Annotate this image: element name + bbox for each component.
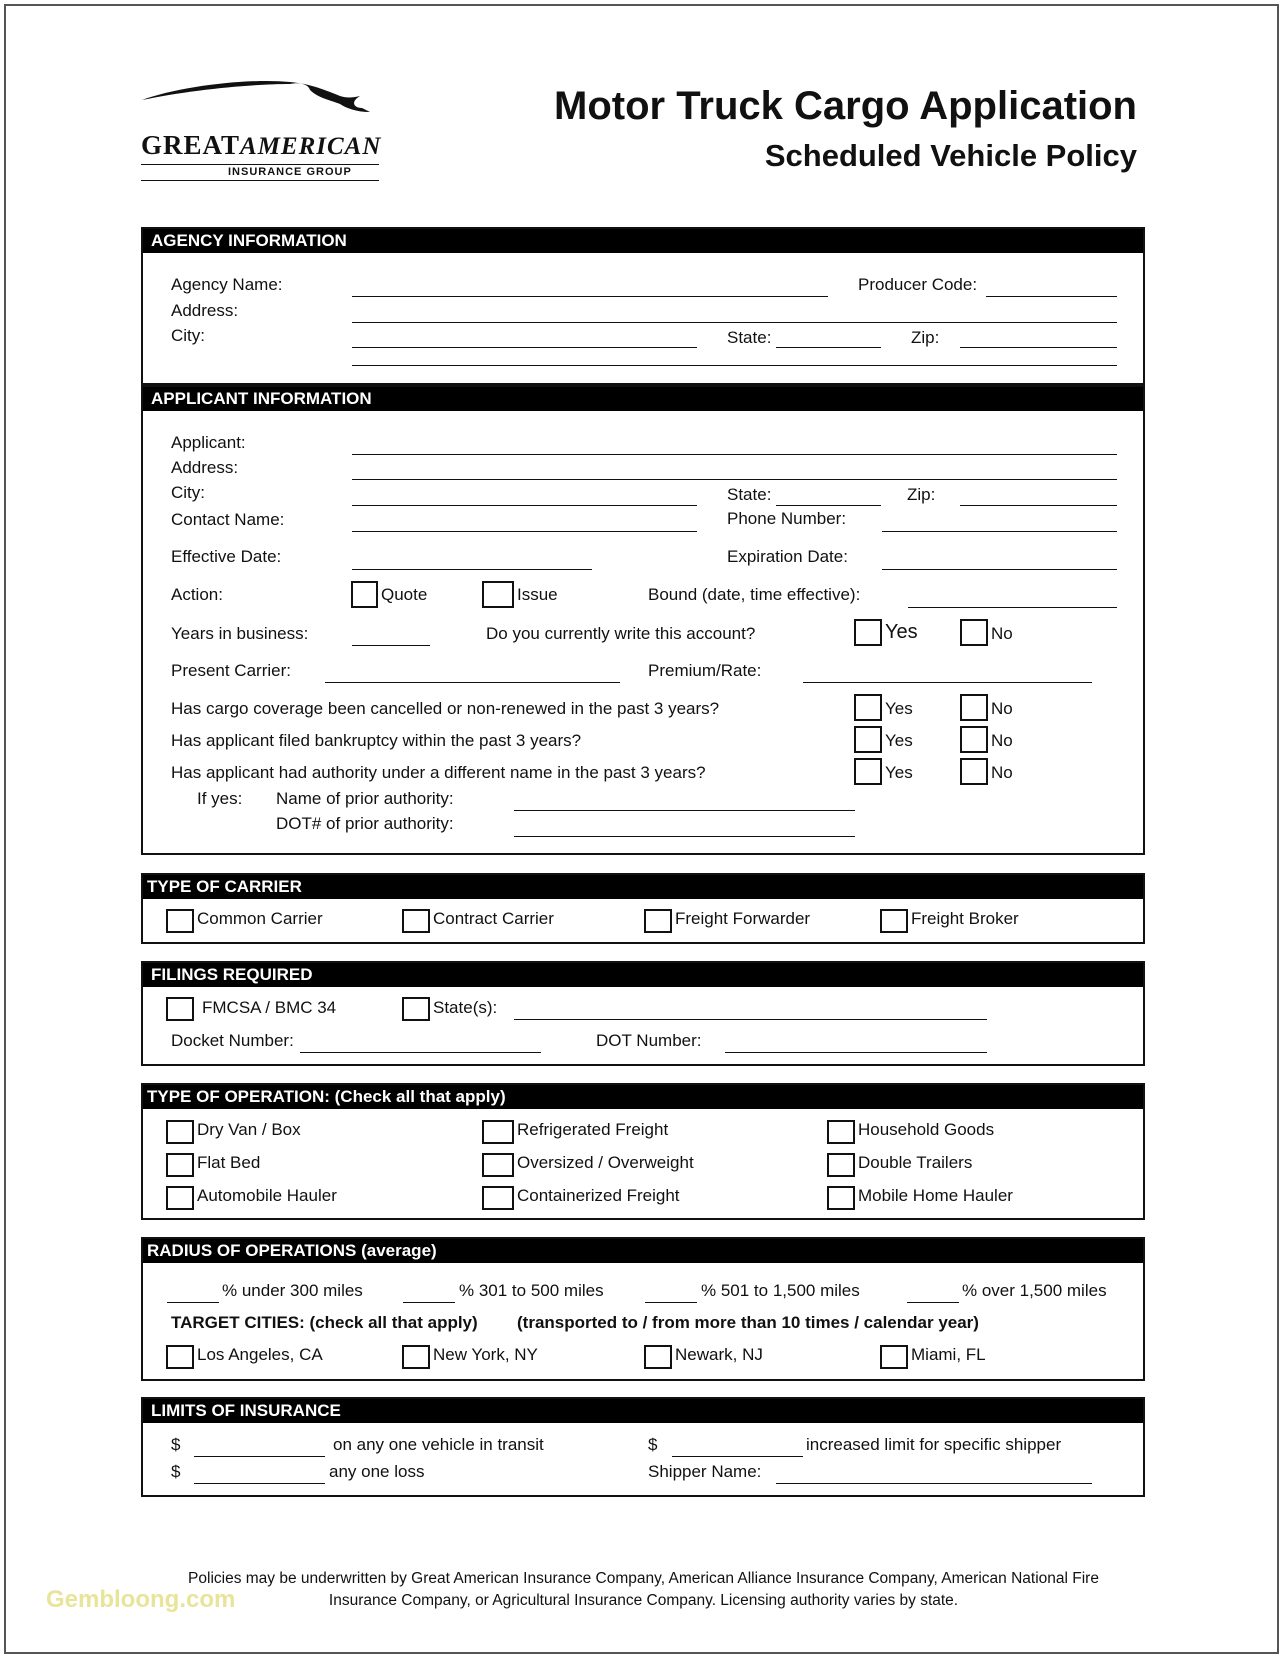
agency-heading: AGENCY INFORMATION	[143, 229, 1143, 253]
write-account-no-checkbox[interactable]	[960, 619, 988, 646]
q-bankruptcy-label: Has applicant filed bankruptcy within the past 3 years?	[171, 731, 582, 750]
applicant-city-label: City:	[171, 483, 205, 502]
agency-zip-label: Zip:	[911, 328, 940, 347]
shipper-name-label: Shipper Name:	[648, 1462, 762, 1481]
target-cities-note: (transported to / from more than 10 times / calendar year)	[517, 1313, 979, 1332]
oversized-label: Oversized / Overweight	[517, 1153, 694, 1172]
prior-dot-label: DOT# of prior authority:	[276, 814, 454, 833]
limits-heading: LIMITS OF INSURANCE	[143, 1399, 1143, 1423]
common-carrier-label: Common Carrier	[197, 909, 323, 928]
agency-name-field[interactable]	[352, 296, 828, 297]
dry-van-label: Dry Van / Box	[197, 1120, 301, 1139]
shipper-name-field[interactable]	[776, 1483, 1092, 1484]
producer-code-field[interactable]	[986, 296, 1117, 297]
present-carrier-label: Present Carrier:	[171, 661, 291, 680]
radius-under-300-field[interactable]	[167, 1302, 219, 1303]
flat-bed-checkbox[interactable]	[166, 1153, 194, 1177]
miami-checkbox[interactable]	[880, 1345, 908, 1369]
page-subtitle: Scheduled Vehicle Policy	[764, 138, 1137, 173]
radius-301-500-label: % 301 to 500 miles	[459, 1281, 604, 1300]
agency-city-label: City:	[171, 326, 205, 345]
double-trailers-label: Double Trailers	[858, 1153, 973, 1172]
q-bankruptcy-no-checkbox[interactable]	[960, 726, 988, 753]
contact-name-label: Contact Name:	[171, 510, 285, 529]
applicant-state-field[interactable]	[776, 505, 881, 506]
household-goods-label: Household Goods	[858, 1120, 995, 1139]
loss-limit-label: any one loss	[329, 1462, 425, 1481]
mobile-home-checkbox[interactable]	[827, 1186, 855, 1210]
applicant-label: Applicant:	[171, 433, 246, 452]
fmcsa-checkbox[interactable]	[166, 997, 194, 1021]
new-york-checkbox[interactable]	[402, 1345, 430, 1369]
q-authority-no-checkbox[interactable]	[960, 758, 988, 785]
carrier-heading: TYPE OF CARRIER	[143, 875, 1143, 899]
dot-number-label: DOT Number:	[596, 1031, 702, 1050]
loss-limit-field[interactable]	[194, 1483, 325, 1484]
increased-limit-label: increased limit for specific shipper	[806, 1435, 1062, 1454]
prior-dot-field[interactable]	[514, 836, 855, 837]
agency-zip-field[interactable]	[960, 347, 1117, 348]
footer-line-2: Insurance Company, or Agricultural Insurance Company. Licensing authority varies by state.	[328, 1592, 959, 1609]
increased-limit-field[interactable]	[672, 1456, 803, 1457]
phone-label: Phone Number:	[727, 509, 847, 528]
double-trailers-checkbox[interactable]	[827, 1153, 855, 1177]
write-account-no-label: No	[991, 624, 1013, 643]
applicant-city-field[interactable]	[352, 505, 697, 506]
prior-name-field[interactable]	[514, 810, 855, 811]
q-authority-yes-checkbox[interactable]	[854, 758, 882, 785]
if-yes-label: If yes:	[197, 789, 243, 808]
freight-forwarder-checkbox[interactable]	[644, 909, 672, 933]
premium-rate-label: Premium/Rate:	[648, 661, 762, 680]
docket-label: Docket Number:	[171, 1031, 294, 1050]
freight-broker-label: Freight Broker	[911, 909, 1019, 928]
quote-checkbox[interactable]	[351, 581, 378, 608]
agency-address-field[interactable]	[352, 322, 1117, 323]
applicant-field[interactable]	[352, 454, 1117, 455]
q-cancelled-no-label: No	[991, 699, 1013, 718]
containerized-checkbox[interactable]	[482, 1186, 514, 1210]
q-bankruptcy-yes-label: Yes	[885, 731, 913, 750]
operation-heading: TYPE OF OPERATION: (Check all that apply)	[143, 1085, 1143, 1109]
watermark: Gembloong.com	[46, 1586, 236, 1613]
applicant-zip-field[interactable]	[960, 505, 1117, 506]
agency-extra-line	[352, 365, 1117, 366]
miami-label: Miami, FL	[911, 1345, 986, 1364]
refrigerated-checkbox[interactable]	[482, 1120, 514, 1144]
automobile-hauler-label: Automobile Hauler	[197, 1186, 337, 1205]
effective-date-label: Effective Date:	[171, 547, 282, 566]
contact-name-field[interactable]	[352, 531, 697, 532]
action-label: Action:	[171, 585, 223, 604]
agency-state-label: State:	[727, 328, 772, 347]
dry-van-checkbox[interactable]	[166, 1120, 194, 1144]
applicant-state-label: State:	[727, 485, 772, 504]
bound-field[interactable]	[908, 607, 1117, 608]
q-bankruptcy-no-label: No	[991, 731, 1013, 750]
los-angeles-label: Los Angeles, CA	[197, 1345, 323, 1364]
agency-name-label: Agency Name:	[171, 275, 283, 294]
newark-label: Newark, NJ	[675, 1345, 763, 1364]
q-authority-yes-label: Yes	[885, 763, 913, 782]
q-cancelled-no-checkbox[interactable]	[960, 694, 988, 721]
logo-great-text: GREAT	[141, 130, 241, 160]
footer-line-1: Policies may be underwritten by Great American Insurance Company, American Alliance Insurance Company, American National Fire	[188, 1570, 1099, 1587]
automobile-hauler-checkbox[interactable]	[166, 1186, 194, 1210]
applicant-section	[141, 385, 1145, 855]
vehicle-limit-label: on any one vehicle in transit	[333, 1435, 544, 1454]
write-account-label: Do you currently write this account?	[486, 624, 756, 643]
oversized-checkbox[interactable]	[482, 1153, 514, 1177]
premium-rate-field[interactable]	[803, 682, 1092, 683]
common-carrier-checkbox[interactable]	[166, 909, 194, 933]
new-york-label: New York, NY	[433, 1345, 538, 1364]
los-angeles-checkbox[interactable]	[166, 1345, 194, 1369]
eagle-swoosh-icon	[140, 78, 380, 128]
radius-501-1500-label: % 501 to 1,500 miles	[701, 1281, 860, 1300]
applicant-heading: APPLICANT INFORMATION	[143, 387, 1143, 411]
agency-section	[141, 227, 1145, 385]
states-label: State(s):	[433, 998, 498, 1017]
q-cancelled-yes-checkbox[interactable]	[854, 694, 882, 721]
states-field[interactable]	[514, 1019, 987, 1020]
expiration-date-field[interactable]	[882, 569, 1117, 570]
states-checkbox[interactable]	[402, 997, 430, 1021]
agency-state-field[interactable]	[776, 347, 881, 348]
bound-label: Bound (date, time effective):	[648, 585, 861, 604]
prior-name-label: Name of prior authority:	[276, 789, 454, 808]
vehicle-limit-field[interactable]	[194, 1456, 325, 1457]
issue-label: Issue	[517, 585, 558, 604]
target-cities-label: TARGET CITIES: (check all that apply)	[171, 1313, 478, 1332]
agency-city-field[interactable]	[352, 347, 697, 348]
radius-301-500-field[interactable]	[403, 1302, 455, 1303]
loss-dollar-sign: $	[171, 1462, 181, 1481]
containerized-label: Containerized Freight	[517, 1186, 680, 1205]
contract-carrier-checkbox[interactable]	[402, 909, 430, 933]
refrigerated-label: Refrigerated Freight	[517, 1120, 669, 1139]
filings-heading: FILINGS REQUIRED	[143, 963, 1143, 987]
q-bankruptcy-yes-checkbox[interactable]	[854, 726, 882, 753]
issue-checkbox[interactable]	[482, 581, 514, 608]
radius-under-300-label: % under 300 miles	[222, 1281, 363, 1300]
fmcsa-label: FMCSA / BMC 34	[202, 998, 337, 1017]
radius-heading: RADIUS OF OPERATIONS (average)	[143, 1239, 1143, 1263]
radius-over-1500-field[interactable]	[907, 1302, 959, 1303]
flat-bed-label: Flat Bed	[197, 1153, 261, 1172]
logo-american-text: AMERICAN	[240, 133, 382, 160]
effective-date-field[interactable]	[352, 569, 592, 570]
increased-dollar-sign: $	[648, 1435, 658, 1454]
radius-501-1500-field[interactable]	[645, 1302, 697, 1303]
q-authority-no-label: No	[991, 763, 1013, 782]
freight-forwarder-label: Freight Forwarder	[675, 909, 811, 928]
producer-code-label: Producer Code:	[858, 275, 978, 294]
phone-field[interactable]	[882, 531, 1117, 532]
radius-over-1500-label: % over 1,500 miles	[962, 1281, 1107, 1300]
applicant-zip-label: Zip:	[907, 485, 936, 504]
page-title: Motor Truck Cargo Application	[554, 84, 1137, 128]
household-goods-checkbox[interactable]	[827, 1120, 855, 1144]
q-cancelled-yes-label: Yes	[885, 699, 913, 718]
vehicle-dollar-sign: $	[171, 1435, 181, 1454]
write-account-yes-label: Yes	[885, 621, 918, 643]
freight-broker-checkbox[interactable]	[880, 909, 908, 933]
applicant-address-field[interactable]	[352, 479, 1117, 480]
docket-field[interactable]	[300, 1052, 541, 1053]
present-carrier-field[interactable]	[325, 682, 620, 683]
contract-carrier-label: Contract Carrier	[433, 909, 554, 928]
q-cancelled-label: Has cargo coverage been cancelled or non-renewed in the past 3 years?	[171, 699, 720, 718]
quote-label: Quote	[381, 585, 428, 604]
mobile-home-label: Mobile Home Hauler	[858, 1186, 1013, 1205]
logo-subtitle: INSURANCE GROUP	[228, 166, 352, 178]
write-account-yes-checkbox[interactable]	[854, 619, 882, 646]
q-authority-label: Has applicant had authority under a different name in the past 3 years?	[171, 763, 706, 782]
years-business-label: Years in business:	[171, 624, 309, 643]
applicant-address-label: Address:	[171, 458, 239, 477]
dot-number-field[interactable]	[725, 1052, 987, 1053]
expiration-date-label: Expiration Date:	[727, 547, 848, 566]
agency-address-label: Address:	[171, 301, 239, 320]
newark-checkbox[interactable]	[644, 1345, 672, 1369]
years-business-field[interactable]	[352, 645, 430, 646]
